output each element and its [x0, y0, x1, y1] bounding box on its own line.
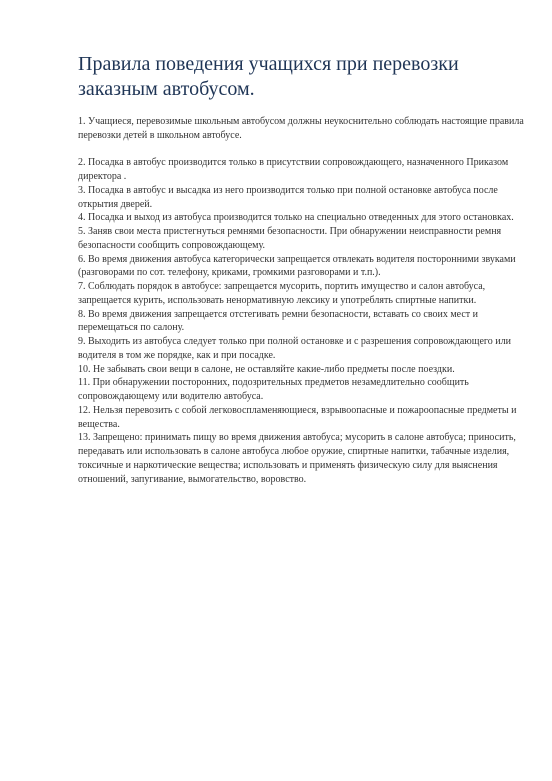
rule-item: 6. Во время движения автобуса категорически запрещается отвлекать водителя посторонними звуками (разговорами по сот. телефону, криками, громкими разговорами и т.п.).	[78, 253, 516, 279]
rule-item: 13. Запрещено: принимать пищу во время движения автобуса; мусорить в салоне автобуса; приносить, передавать или использовать в салоне автобуса любое оружие, спиртные напитки, табачные изделия, токсичные и наркотические вещества; использовать и применять физическую силу для выяснения отношений, запугивание, вымогательство, воровство.	[78, 432, 516, 485]
rule-item: 8. Во время движения запрещается отстегивать ремни безопасности, вставать со своих мест и перемещаться по салону.	[78, 308, 479, 334]
rule-item: 10. Не забывать свои вещи в салоне, не оставляйте какие-либо предметы после поездки.	[78, 363, 455, 375]
rule-item: 9. Выходить из автобуса следует только при полной остановке и с разрешения сопровождающего или водителя в том же порядке, как и при посадке.	[78, 336, 511, 361]
rule-item: 2. Посадка в автобус производится только в присутствии сопровождающего, назначенного Приказом директора .	[78, 157, 509, 182]
rule-item: 4. Посадка и выход из автобуса производится только на специально отведенных для этого остановках.	[78, 212, 514, 224]
rule-item: 3. Посадка в автобус и высадка из него производится только при полной остановке автобуса после открытия дверей.	[78, 184, 498, 210]
rule-item: 12. Нельзя перевозить с собой легковоспламеняющиеся, взрывоопасные и пожароопасные предметы и вещества.	[78, 404, 517, 430]
rule-item: 5. Заняв свои места пристегнуться ремнями безопасности. При обнаружении неисправности ремня безопасности сообщить сопровождающему.	[78, 226, 502, 251]
document-title: Правила поведения учащихся при перевозки заказным автобусом.	[78, 53, 459, 100]
rules-list	[78, 115, 524, 486]
rule-item: 1. Учащиеся, перевозимые школьным автобусом должны неукоснительно соблюдать настоящие правила перевозки детей в школьном автобусе.	[78, 116, 524, 141]
rule-item: 7. Соблюдать порядок в автобусе: запрещается мусорить, портить имущество и салон автобуса, запрещается курить, использовать ненормативную лексику и употреблять спиртные напитки.	[78, 281, 486, 306]
rule-item: 11. При обнаружении посторонних, подозрительных предметов незамедлительно сообщить сопровождающему или водителю автобуса.	[78, 377, 469, 402]
